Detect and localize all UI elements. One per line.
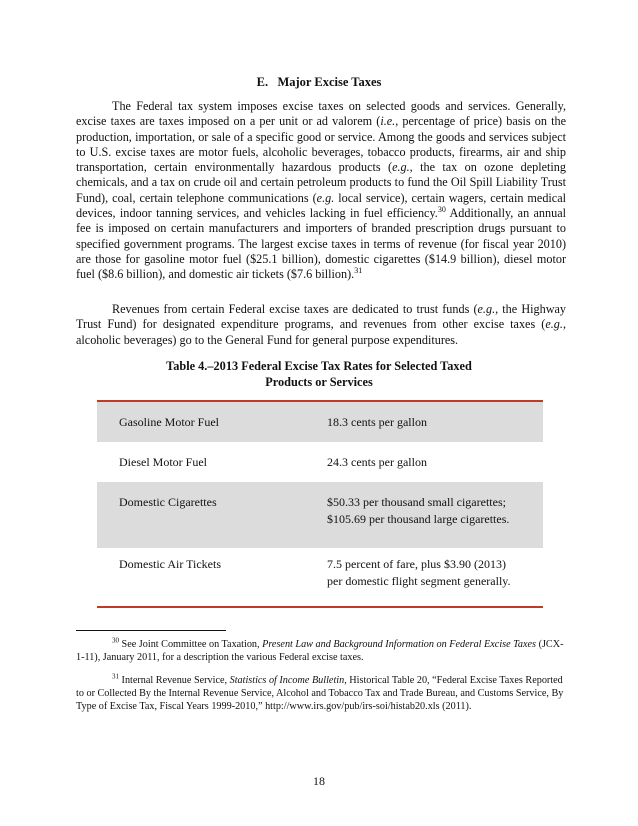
footnote-ref-31[interactable]: 31 [354, 266, 363, 276]
table-cell-item: Diesel Motor Fuel [119, 455, 207, 469]
table-cell-item: Gasoline Motor Fuel [119, 415, 219, 429]
table-cell-item: Domestic Air Tickets [119, 557, 222, 571]
table-caption: Table 4.–2013 Federal Excise Tax Rates for Selected Taxed Products or Services [166, 359, 472, 389]
footnote-number: 31 [112, 672, 119, 681]
footnote-30: $^{30}$ See Joint Committee on Taxation, Present Law and Background Information on Federal Excise Taxes (JCX-1-11), January 2011, for a description the various Federal excise taxes. [76, 636, 564, 663]
section-letter: E. [256, 75, 269, 89]
table-cell-rate: 7.5 percent of fare, plus $3.90 (2013) per domestic flight segment generally. [327, 557, 511, 588]
section-heading [0, 75, 638, 90]
section-title: Major Excise Taxes [277, 75, 382, 89]
table-cell-rate: 18.3 cents per gallon [327, 415, 427, 429]
paragraph-excise-overview: The Federal tax system imposes excise taxes on selected goods and services. Generally, excise taxes are taxes imposed on a per unit or ad valorem (i.e., percentage of price) basis on the production, importation, or sale of a specific good or service. Among the goods and services subject to U.S. excise taxes are motor fuels, alcoholic beverages, tobacco products, firearms, air and ship transportation, certain environmentally hazardous products (e.g., the tax on ozone depleting chemicals, and a tax on crude oil and certain petroleum products to fund the Oil Spill Liability Trust Fund), coal, certain telephone communications (e.g. local service), certain wagers, certain medical devices, indoor tanning services, and vehicles lacking in fuel efficiency.$^{30}$ Additionally, an annual fee is imposed on certain manufacturers and importers of branded prescription drugs pursuant to specified government programs. The largest excise taxes in terms of revenue (for fiscal year 2010) are those for gasoline motor fuel ($25.1 billion), domestic cigarettes ($14.9 billion), diesel motor fuel ($8.6 billion), and domestic air tickets ($7.6 billion).$^{31}$ [76, 99, 567, 282]
table-row-diesel [97, 442, 543, 482]
footnote-ref-30[interactable]: 30 [437, 205, 446, 215]
table-row-cigarettes [97, 482, 543, 548]
page-number: 18 [313, 774, 325, 788]
table-cell-rate: 24.3 cents per gallon [327, 455, 427, 469]
excise-rate-table [97, 400, 543, 608]
paragraph-trust-funds: Revenues from certain Federal excise taxes are dedicated to trust funds (e.g., the Highway Trust Fund) for designated expenditure programs, and revenues from other excise taxes (e.g., alcoholic beverages) go to the General Fund for general purpose expenditures. [76, 302, 566, 347]
footnote-number: 30 [112, 636, 119, 645]
table-row-gasoline [97, 402, 543, 442]
footnote-31: $^{31}$ Internal Revenue Service, Statistics of Income Bulletin, Historical Table 20, “Federal Excise Taxes Reported to or Collected By the Internal Revenue Service, Alcohol and Tobacco Tax and Trade Bureau, and Customs Service, By Type of Excise Tax, Fiscal Years 1999-2010,” http://www.irs.gov/pub/irs-soi/histab20.xls (2011). [76, 672, 564, 712]
table-cell-rate: $50.33 per thousand small cigarettes; $105.69 per thousand large cigarettes. [327, 495, 510, 526]
footnote-separator [76, 630, 226, 631]
table-row-air-tickets [97, 548, 543, 606]
table-cell-item: Domestic Cigarettes [119, 495, 217, 509]
